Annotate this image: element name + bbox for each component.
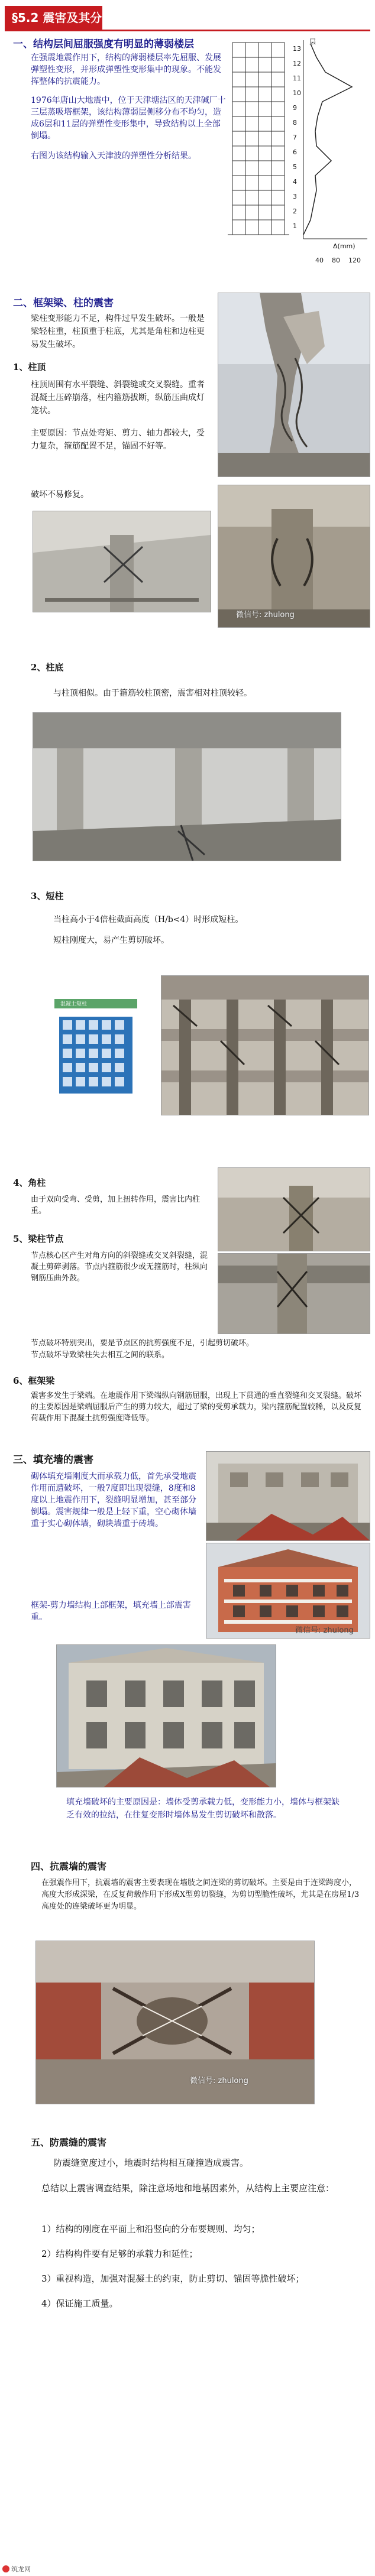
drift-top-label: 层: [309, 38, 316, 46]
floor-label: 10: [293, 89, 301, 97]
sec1-para1: 在强震地震作用下，结构的薄弱楼层率先屈服、发展弹塑性变形，并形成弹塑性变形集中的现象。不能发挥整体的抗震能力。: [31, 53, 221, 86]
photo-column-buckled: [218, 485, 370, 628]
sec4-title: 3、短柱: [31, 891, 64, 901]
footer-logo: [2, 2564, 31, 2574]
sec8-summary: 总结以上震害调查结果，除注意场地和地基因素外，从结构上主要应注意：: [41, 2183, 335, 2194]
sec6-caption: 填充墙破坏的主要原因是：墙体受剪承载力低，变形能力小，墙体与框架缺乏有效的拉结，在往复变形时墙体易发生剪切破坏和散落。: [66, 1798, 340, 1820]
drift-figure: [228, 37, 370, 270]
sec1-para3: 右图为该结构输入天津波的弹塑性分析结果。: [31, 151, 196, 161]
sec5-corner-para: 由于双向受弯、受剪，加上扭转作用，震害比内柱重。: [31, 1195, 201, 1215]
sec4-para1: 当柱高小于4倍柱截面高度（H/b<4）时形成短柱。: [53, 915, 244, 924]
photo-beam-column-joint: [218, 1253, 370, 1334]
floor-label: 12: [293, 60, 301, 67]
floor-label: 5: [293, 163, 297, 171]
drift-xtick-3: 120: [348, 257, 361, 264]
photo-shear-wall: [35, 1941, 315, 2104]
section-banner: §5.2 震害及其分析: [5, 6, 102, 30]
floor-label: 8: [293, 119, 297, 126]
drift-curve: [303, 44, 352, 235]
sec6-title: 三、填充墙的震害: [13, 1454, 93, 1466]
sec1-title: 一、结构层间屈服强度有明显的薄弱楼层: [13, 38, 194, 50]
floor-label: 1: [293, 222, 297, 230]
floor-label: 13: [293, 45, 301, 53]
floor-label: 11: [293, 74, 301, 82]
sec3-para1: 与柱顶相似。由于箍筋较柱顶密，震害相对柱顶较轻。: [53, 689, 252, 698]
sec5-joint-para: 节点核心区产生对角方向的斜裂缝或交叉斜裂缝，混凝土剪碎剥落。节点内箍筋很少或无箍筋时，柱纵向钢筋压曲外鼓。: [31, 1251, 208, 1283]
watermark-zhulong-2: 微信号: zhulong: [295, 1626, 354, 1635]
sec5-joint-para-b: 节点破坏特别突出，要是节点区的抗剪强度不足，引起剪切破坏。: [31, 1339, 254, 1348]
sec2-sub1-para2: 主要原因：节点处弯矩、剪力、轴力都较大，受力复杂，箍筋配置不足，锚固不好等。: [31, 429, 205, 451]
short-column-diagram: [54, 999, 137, 1099]
sec7-title: 四、抗震墙的震害: [31, 1861, 107, 1872]
photo-column-top-failure: [218, 293, 370, 477]
watermark-zhulong-1: 微信号: zhulong: [236, 611, 295, 619]
floor-label: 2: [293, 207, 297, 215]
floor-label: 9: [293, 104, 297, 112]
sec5-beam-para: 震害多发生于梁端。在地震作用下梁端纵向钢筋屈服，出现上下贯通的垂直裂缝和交叉裂缝。破坏的主要原因是梁端屈服后产生的剪力较大，超过了梁的受剪承载力，梁内箍筋配置较稀，以及反复荷载作用下混凝土抗剪强度降低等。: [31, 1391, 362, 1423]
drift-x-unit: Δ(mm): [333, 242, 355, 250]
floor-label: 3: [293, 193, 297, 200]
photo-infill-wall-3: [56, 1644, 276, 1787]
sec2-sub1-title: 1、柱顶: [13, 362, 46, 372]
footer-logo-text: 筑龙网: [11, 2565, 31, 2573]
sec8-para1: 防震缝宽度过小，地震时结构相互碰撞造成震害。: [53, 2158, 249, 2168]
watermark-zhulong-3: 微信号: zhulong: [190, 2077, 248, 2085]
sec8-title: 五、防震缝的震害: [31, 2137, 107, 2148]
sec6-para1: 砌体填充墙刚度大而承载力低，首先承受地震作用而遭破坏，一般7度即出现裂缝，8度和8度以上地震作用下，裂缝明显增加，甚至部分倒塌。震害规律一般是上轻下重，空心砌体墙重于实心砌体墙，砌块墙重于砖墙。: [31, 1472, 196, 1529]
list-item: 3）重视构造，加强对混凝土的约束，防止剪切、锚固等脆性破坏；: [41, 2273, 305, 2284]
sec8-list: [41, 2223, 364, 2310]
sec2-sub1-para1: 柱顶周围有水平裂缝、斜裂缝或交叉裂缝。重者混凝土压碎崩落，柱内箍筋拔断，纵筋压曲成灯笼状。: [31, 380, 205, 416]
photo-infill-wall-1: [206, 1451, 370, 1541]
photo-short-column: [161, 975, 369, 1115]
photo-column-top-shear: [33, 511, 211, 612]
sec3-title: 2、柱底: [31, 662, 64, 673]
sec5-joint-para-c: 节点破坏导致梁柱失去相互之间的联系。: [31, 1351, 170, 1360]
sec2-title: 二、框架梁、柱的震害: [13, 297, 114, 309]
photo-corner-column: [218, 1167, 370, 1251]
sec7-para1: 在强震作用下，抗震墙的震害主要表现在墙肢之间连梁的剪切破坏。主要是由于连梁跨度小，高度大形成深梁，在反复荷载作用下形成X型剪切裂缝，为剪切型脆性破坏，尤其是在房屋1/3高度处的连梁破坏更为明显。: [41, 1879, 360, 1911]
short-column-diagram-label: 混凝土短柱: [60, 1001, 88, 1007]
sec4-para2: 短柱刚度大，易产生剪切破坏。: [53, 936, 169, 945]
sec6-para2: 框架-剪力墙结构上部框架，填充墙上部震害重。: [31, 1601, 191, 1622]
floor-label: 4: [293, 178, 297, 186]
sec5-corner-title: 4、角柱: [13, 1177, 46, 1188]
logo-icon: [2, 2565, 9, 2572]
floor-label: 6: [293, 148, 297, 156]
list-item: 4）保证施工质量。: [41, 2298, 118, 2309]
sec5-beam-title: 6、框架梁: [13, 1375, 55, 1386]
photo-infill-wall-2: [206, 1543, 370, 1639]
drift-xtick-1: 40: [315, 257, 324, 264]
list-item: 2）结构构件要有足够的承载力和延性；: [41, 2249, 198, 2259]
floor-label: 7: [293, 134, 297, 141]
sec5-joint-title: 5、梁柱节点: [13, 1234, 64, 1244]
drift-figure-svg: [228, 37, 370, 270]
frame-grid: [228, 43, 289, 235]
sec2-sub1-para3: 破坏不易修复。: [31, 490, 89, 499]
sec1-para2: 1976年唐山大地震中，位于天津塘沽区的天津碱厂十三层蒸吸塔框架，该结构薄弱层侧移分布不均匀，造成6层和11层的弹塑性变形集中，导致结构以上全部倒塌。: [31, 96, 226, 141]
photo-column-base: [33, 712, 341, 861]
drift-xtick-2: 80: [332, 257, 340, 264]
list-item: 1）结构的刚度在平面上和沿竖向的分布要规则、均匀；: [41, 2224, 260, 2234]
sec2-intro: 梁柱变形能力不足，构件过早发生破坏。一般是梁轻柱重，柱顶重于柱底，尤其是角柱和边柱更易发生破坏。: [31, 314, 205, 349]
banner-rule: [5, 30, 370, 31]
